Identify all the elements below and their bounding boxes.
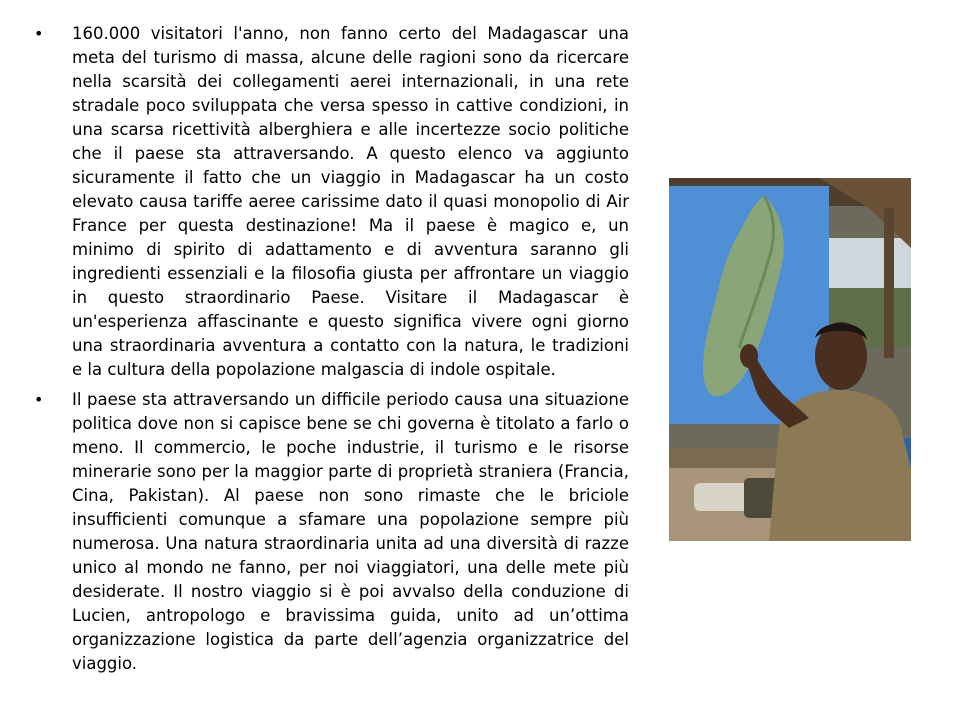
man-hand <box>740 344 758 368</box>
bullet-marker: • <box>34 390 44 409</box>
bullet-item-1 <box>34 22 629 382</box>
post <box>884 208 894 358</box>
guide-with-map-photo <box>669 178 911 541</box>
bullet-text: 160.000 visitatori l'anno, non fanno certo del Madagascar una meta del turismo di massa, alcune delle ragioni sono da ricercare nella scarsità dei collegamenti aerei internazionali, in una rete stradale poco sviluppata che versa spesso in cattive condizioni, in una scarsa ricettività alberghiera e alle incertezze socio politiche che il paese sta attraversando. A questo elenco va aggiunto sicuramente il fatto che un viaggio in Madagascar ha un costo elevato causa tariffe aeree carissime dato il quasi monopolio di Air France per questa destinazione! Ma il paese è magico e, un minimo di spirito di adattamento e di avventura saranno gli ingredienti essenziali e la filosofia giusta per affrontare un viaggio in questo straordinario Paese. Visitare il Madagascar è un'esperienza affascinante e questo significa vivere ogni giorno una straordinaria avventura a contatto con la natura, le tradizioni e la cultura della popolazione malgascia di indole ospitale. <box>72 24 629 379</box>
bullet-marker: • <box>34 24 44 43</box>
bullet-list <box>34 22 629 682</box>
photo-illustration <box>669 178 911 541</box>
bullet-item-2 <box>34 388 629 676</box>
bullet-text: Il paese sta attraversando un difficile periodo causa una situazione politica dove non si capisce bene se chi governa è titolato a farlo o meno. Il commercio, le poche industrie, il turismo e le risorse minerarie sono per la maggior parte di proprietà straniera (Francia, Cina, Pakistan). Al paese non sono rimaste che le briciole insufficienti comunque a sfamare una popolazione sempre più numerosa. Una natura straordinaria unita ad una diversità di razze unico al mondo ne fanno, per noi viaggiatori, una delle mete più desiderate. Il nostro viaggio si è poi avvalso della conduzione di Lucien, antropologo e bravissima guida, unito ad un’ottima organizzazione logistica da parte dell’agenzia organizzatrice del viaggio. <box>72 390 629 673</box>
